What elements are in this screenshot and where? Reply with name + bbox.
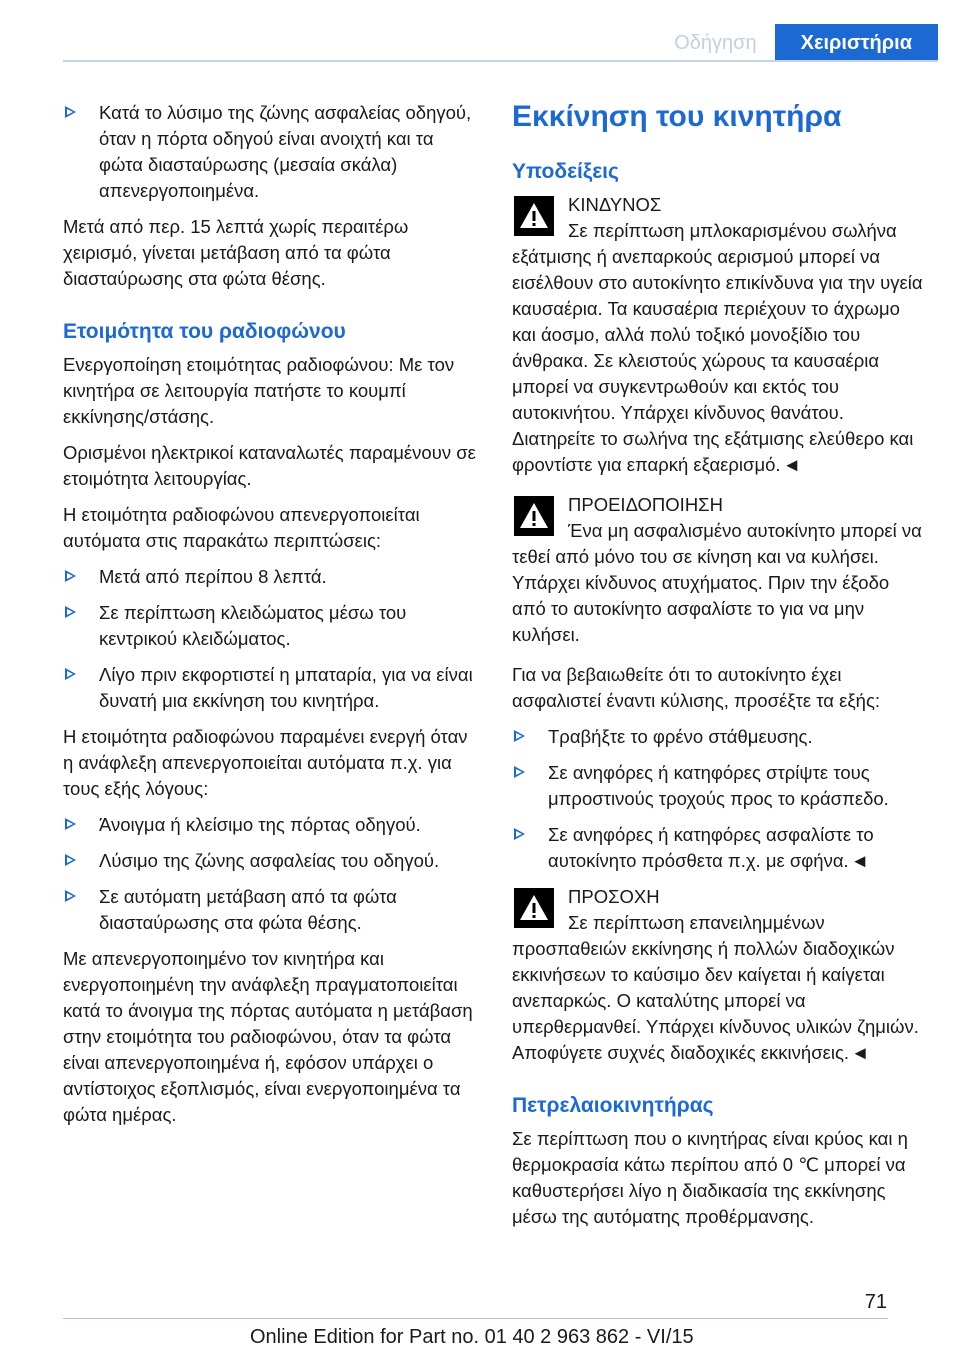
- header-tabs: [656, 24, 938, 62]
- list-item: [512, 724, 926, 750]
- paragraph: Η ετοιμότητα ραδιοφώνου παραμένει ενεργή όταν η ανάφλεξη απενεργοποιείται αυτόματα π.χ. για τους εξής λόγους:: [63, 726, 468, 799]
- list-item-text: Τραβήξτε το φρένο στάθμευσης.: [548, 726, 813, 747]
- list-item: [512, 760, 926, 812]
- list-item: [512, 822, 926, 874]
- list-item-text: Άνοιγμα ή κλείσιμο της πόρτας οδηγού.: [99, 814, 421, 835]
- footer-edition: Online Edition for Part no. 01 40 2 963 862 - VI/15: [250, 1326, 694, 1348]
- paragraph: Για να βεβαιωθείτε ότι το αυτοκίνητο έχει ασφαλιστεί έναντι κύλισης, προσέξτε τα εξής:: [512, 664, 880, 711]
- bullet-triangle-icon: [65, 106, 76, 118]
- section-heading-radio-readiness: Ετοιμότητα του ραδιοφώνου: [63, 320, 346, 343]
- bullet-triangle-icon: [514, 730, 525, 742]
- right-column: [512, 100, 926, 1240]
- page-number: 71: [864, 1291, 887, 1313]
- end-mark: ◄: [851, 1042, 870, 1063]
- bullet-triangle-icon: [65, 890, 76, 902]
- section-title-engine-start: Εκκίνηση του κινητήρα: [512, 100, 842, 133]
- paragraph: Με απενεργοποιημένο τον κινητήρα και ενεργοποιημένη την ανάφλεξη πραγματοποιείται κατά το άνοιγμα της πόρτας αυτόματα η μετάβαση στην ετοιμότητα του ραδιοφώνου, όταν τα φώτα είναι απενεργοποιημένα ή, εφόσον υπάρχει ο αντίστοιχος εξοπλισμός, είναι ενεργοποιημένα τα φώτα ημέρας.: [63, 948, 473, 1125]
- warning-notice: [512, 492, 926, 648]
- list-item-text: Μετά από περίπου 8 λεπτά.: [99, 566, 327, 587]
- footer-divider: [63, 1318, 888, 1319]
- notice-text: Σε περίπτωση μπλοκαρισμένου σωλήνα εξάτμισης ή ανεπαρκούς αερισμού μπορεί να εισέλθουν στο αυτοκίνητο επικίνδυνα για την υγεία καυσαέρια. Τα καυσαέρια περιέχουν το άχρωμο και άοσμο, αλλά πολύ τοξικό μονοξίδιο του άνθρακα. Σε κλειστούς χώρους τα καυσαέρια μπορεί να συγκεντρωθούν και εκτός του αυτοκινήτου. Υπάρχει κίνδυνος θανάτου. Διατηρείτε το σωλήνα της εξάτμισης ελεύθερο και φροντίστε για επαρκή εξαερισμό.: [512, 220, 923, 475]
- paragraph: Ενεργοποίηση ετοιμότητας ραδιοφώνου: Με τον κινητήρα σε λειτουργία πατήστε το κουμπί εκκίνησης/στάσης.: [63, 354, 455, 427]
- list-item: [63, 848, 480, 874]
- bullet-triangle-icon: [514, 828, 525, 840]
- list-item: [63, 884, 480, 936]
- list-item-text: Σε ανηφόρες ή κατηφόρες στρίψτε τους μπροστινούς τροχούς προς το κράσπεδο.: [548, 762, 889, 809]
- warning-triangle-icon: [514, 196, 554, 236]
- paragraph: Μετά από περ. 15 λεπτά χωρίς περαιτέρω χειρισμό, γίνεται μετάβαση από τα φώτα διασταύρωσης στα φώτα θέσης.: [63, 216, 409, 289]
- section-heading-diesel: Πετρελαιοκινητήρας: [512, 1094, 714, 1117]
- paragraph: Η ετοιμότητα ραδιοφώνου απενεργοποιείται αυτόματα στις παρακάτω περιπτώσεις:: [63, 504, 420, 551]
- end-mark: ◄: [782, 454, 801, 475]
- paragraph: Ορισμένοι ηλεκτρικοί καταναλωτές παραμένουν σε ετοιμότητα λειτουργίας.: [63, 442, 476, 489]
- notice-text: Ένα μη ασφαλισμένο αυτοκίνητο μπορεί να τεθεί από μόνο του σε κίνηση και να κυλήσει. Υπάρχει κίνδυνος ατυχήματος. Πριν την έξοδο από το αυτοκίνητο ασφαλίστε το για να μην κυλήσει.: [512, 520, 922, 645]
- list-item-text: Σε ανηφόρες ή κατηφόρες ασφαλίστε το αυτοκίνητο πρόσθετα π.χ. με σφήνα.: [548, 824, 874, 871]
- bullet-triangle-icon: [65, 854, 76, 866]
- section-heading-hints: Υποδείξεις: [512, 160, 619, 183]
- warning-triangle-icon: [514, 496, 554, 536]
- paragraph: Σε περίπτωση που ο κινητήρας είναι κρύος και η θερμοκρασία κάτω περίπου από 0 ℃ μπορεί να καθυστερήσει λίγο η διαδικασία της εκκίνησης μέσω της αυτόματης προθέρμανσης.: [512, 1128, 908, 1227]
- bullet-triangle-icon: [65, 668, 76, 680]
- notice-label: ΚΙΝΔΥΝΟΣ: [568, 194, 662, 215]
- bullet-triangle-icon: [65, 818, 76, 830]
- left-column: [63, 100, 480, 1138]
- bullet-triangle-icon: [65, 570, 76, 582]
- list-item: [63, 662, 480, 714]
- list-item: [63, 564, 480, 590]
- header-divider: [63, 60, 938, 62]
- list-item-text: Σε αυτόματη μετάβαση από τα φώτα διασταύρωσης στα φώτα θέσης.: [99, 886, 397, 933]
- tab-controls: Χειριστήρια: [775, 24, 938, 62]
- notice-label: ΠΡΟΕΙΔΟΠΟΙΗΣΗ: [568, 494, 723, 515]
- bullet-triangle-icon: [514, 766, 525, 778]
- caution-notice: [512, 884, 926, 1066]
- notice-label: ΠΡΟΣΟΧΗ: [568, 886, 660, 907]
- list-item: [63, 600, 480, 652]
- end-mark: ◄: [850, 850, 869, 871]
- list-item-text: Σε περίπτωση κλειδώματος μέσω του κεντρικού κλειδώματος.: [99, 602, 407, 649]
- list-item: [63, 100, 480, 204]
- list-item-text: Λίγο πριν εκφορτιστεί η μπαταρία, για να είναι δυνατή μια εκκίνηση του κινητήρα.: [99, 664, 473, 711]
- list-item-text: Λύσιμο της ζώνης ασφαλείας του οδηγού.: [99, 850, 440, 871]
- list-item-text: Κατά το λύσιμο της ζώνης ασφαλείας οδηγού, όταν η πόρτα οδηγού είναι ανοιχτή και τα φώτα διασταύρωσης (μεσαία σκάλα) απενεργοποιημένα.: [99, 102, 472, 201]
- notice-text: Σε περίπτωση επανειλημμένων προσπαθειών εκκίνησης ή πολλών διαδοχικών εκκινήσεων το καύσιμο δεν καίγεται ή καίγεται ανεπαρκώς. Ο καταλύτης μπορεί να υπερθερμανθεί. Υπάρχει κίνδυνος υλικών ζημιών. Αποφύγετε συχνές διαδοχικές εκκινήσεις.: [512, 912, 919, 1063]
- danger-notice: [512, 192, 926, 478]
- list-item: [63, 812, 480, 838]
- bullet-triangle-icon: [65, 606, 76, 618]
- warning-triangle-icon: [514, 888, 554, 928]
- tab-driving: Οδήγηση: [674, 32, 757, 54]
